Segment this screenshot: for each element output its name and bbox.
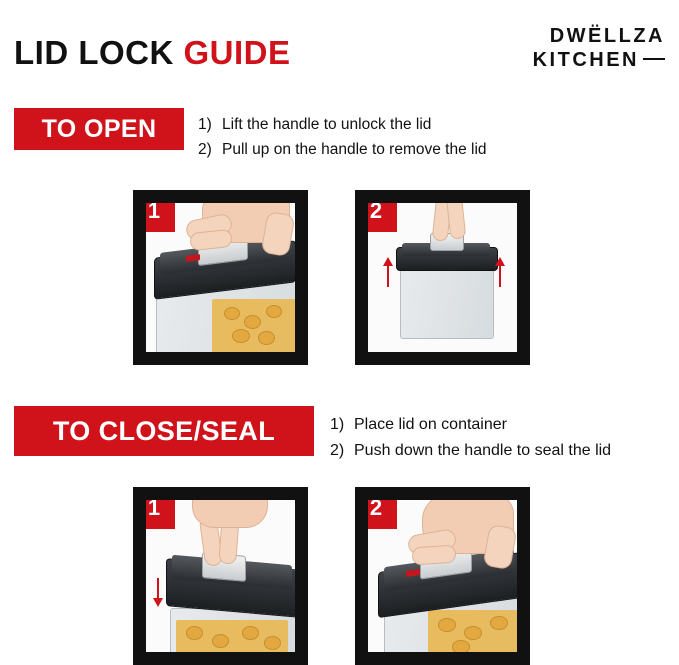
pasta-piece	[264, 636, 281, 650]
steps-to-close-seal	[330, 412, 611, 464]
photo-step-badge: 2	[355, 487, 397, 529]
section-banner-to-close-seal: TO CLOSE/SEAL	[14, 406, 314, 456]
container-body	[400, 267, 494, 339]
step-number: 1)	[198, 116, 212, 133]
arrow-down-left-icon	[153, 598, 163, 607]
hand	[424, 190, 476, 203]
pasta-piece	[242, 626, 259, 640]
finger	[411, 544, 456, 565]
step-text: Pull up on the handle to remove the lid	[222, 141, 487, 159]
arrow-up-left-icon	[383, 257, 393, 266]
step-line	[330, 412, 611, 438]
step-line	[198, 112, 487, 137]
step-line	[330, 438, 611, 464]
photo-close-step-2	[355, 487, 530, 665]
section-banner-to-open: TO OPEN	[14, 108, 184, 150]
step-number: 1)	[330, 416, 345, 433]
photo-open-step-2	[355, 190, 530, 365]
step-text: Push down the handle to seal the lid	[354, 441, 612, 459]
brand-name-line2: KITCHEN	[532, 49, 639, 72]
brand-rule-icon	[643, 58, 665, 60]
step-line	[198, 137, 487, 162]
pasta-piece	[224, 307, 240, 320]
photo-step-badge: 1	[133, 487, 175, 529]
finger	[446, 192, 467, 239]
photo-step-badge: 1	[133, 190, 175, 232]
photo-close-step-1	[133, 487, 308, 665]
pasta-piece	[266, 305, 282, 318]
step-text: Place lid on container	[354, 416, 507, 433]
pasta-piece	[258, 331, 275, 345]
page-title-dark: LID LOCK	[14, 34, 174, 71]
pasta-piece	[244, 315, 261, 329]
step-text: Lift the handle to unlock the lid	[222, 116, 432, 133]
brand-name-line1: DWËLLZA	[549, 25, 665, 47]
pasta-piece	[438, 618, 456, 632]
pasta-piece	[212, 634, 229, 648]
pasta-piece	[232, 329, 250, 343]
page-title	[14, 34, 291, 72]
photo-open-step-1	[133, 190, 308, 365]
pasta-piece	[490, 616, 508, 630]
photo-step-badge: 2	[355, 190, 397, 232]
page-header	[14, 18, 665, 88]
arrow-up-right-icon	[495, 257, 505, 266]
brand-name-line2-wrap	[533, 48, 665, 72]
pasta-piece	[452, 640, 470, 654]
hand	[192, 487, 268, 528]
brand-logo	[533, 24, 665, 73]
step-number: 2)	[330, 441, 345, 459]
arrow-up-left-stem	[387, 265, 389, 287]
pasta-piece	[186, 626, 203, 640]
step-number: 2)	[198, 141, 212, 159]
arrow-down-left-stem	[157, 578, 159, 598]
steps-to-open	[198, 112, 487, 162]
page-title-red: GUIDE	[183, 34, 291, 71]
arrow-up-right-stem	[499, 265, 501, 287]
pasta-piece	[464, 626, 482, 640]
